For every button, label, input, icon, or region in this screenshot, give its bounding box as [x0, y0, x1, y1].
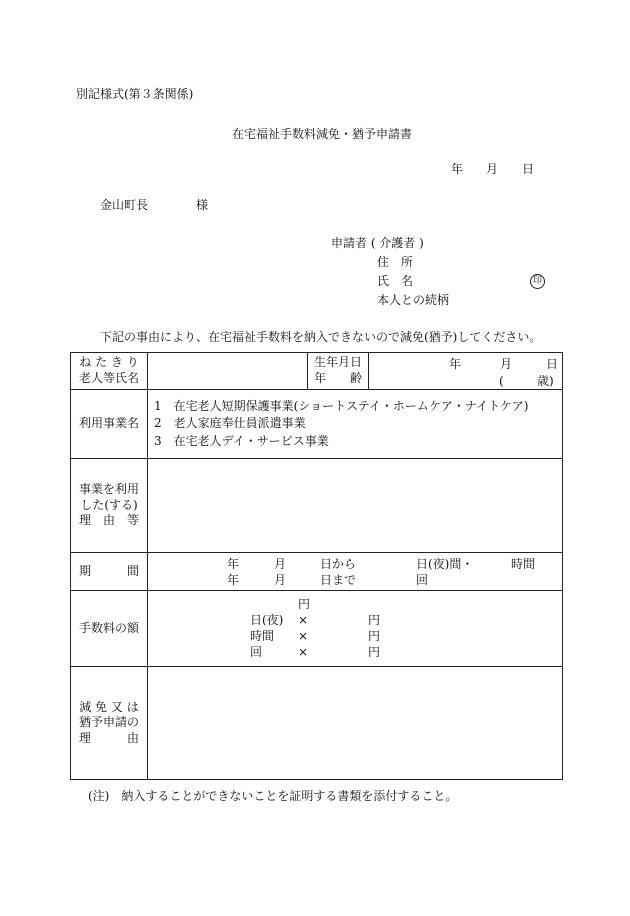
request-statement: 下記の事由により、在宅福祉手数料を納入できないので減免(猶予)してください。 [100, 330, 542, 344]
dob-month: 月 [500, 357, 513, 371]
period-to-day: 日まで [320, 573, 357, 587]
period-label: 期 間 [71, 553, 148, 591]
fee-field[interactable] [148, 591, 563, 667]
application-table [70, 352, 563, 780]
dob-year: 年 [449, 357, 462, 371]
age-close: 歳) [537, 374, 554, 388]
period-from-year: 年 [227, 557, 240, 571]
honorific: 様 [196, 198, 209, 212]
fee-yen-hours: 円 [368, 629, 381, 643]
fee-times-days: × [298, 613, 309, 627]
period-days: 日(夜)間・ [416, 557, 474, 571]
elder-name-field[interactable] [148, 353, 308, 390]
row-fee [71, 591, 563, 667]
dob-age-field[interactable] [369, 353, 563, 390]
period-field[interactable] [148, 553, 563, 591]
dob-age-label: 生年月日 年 齢 [308, 353, 369, 390]
fee-unit-hours: 時間 [250, 629, 275, 643]
fee-unit-times: 回 [250, 645, 263, 659]
fee-total-yen: 円 [298, 597, 311, 611]
seal-text: 印 [530, 274, 545, 289]
reason-label: 事業を利用 した(する) 理 由 等 [71, 459, 148, 553]
age-open: ( [499, 374, 504, 388]
period-to-month: 月 [274, 573, 287, 587]
date-month: 月 [486, 162, 499, 176]
form-reference: 別記様式(第３条関係) [76, 87, 194, 101]
footnote: (注) 納入することができないことを証明する書類を添付すること。 [88, 789, 458, 803]
row-reason [71, 459, 563, 553]
relation-label: 本人との続柄 [377, 293, 450, 307]
services-label: 利用事業名 [71, 390, 148, 459]
row-elder [71, 353, 563, 390]
date-year: 年 [451, 162, 464, 176]
seal-mark [530, 273, 545, 289]
form-title: 在宅福祉手数料減免・猶予申請書 [232, 127, 413, 141]
fee-unit-days: 日(夜) [250, 613, 284, 627]
row-services [71, 390, 563, 459]
service-item[interactable]: 1 在宅老人短期保護事業(ショートステイ・ホームケア・ナイトケア) [154, 398, 529, 413]
reason-field[interactable] [148, 459, 563, 553]
period-to-year: 年 [227, 573, 240, 587]
period-hours: 時間 [511, 557, 536, 571]
date-day: 日 [522, 162, 535, 176]
period-from-day: 日から [320, 557, 357, 571]
row-exemption [71, 667, 563, 780]
dob-day: 日 [546, 357, 559, 371]
fee-label: 手数料の額 [71, 591, 148, 667]
elder-name-label: ね た き り 老人等氏名 [71, 353, 148, 390]
period-times: 回 [416, 573, 429, 587]
fee-times-times: × [298, 645, 309, 659]
fee-times-hours: × [298, 629, 309, 643]
services-list [148, 390, 563, 459]
addressee: 金山町長 [100, 198, 149, 212]
service-item[interactable]: 3 在宅老人デイ・サービス事業 [154, 433, 329, 448]
exemption-field[interactable] [148, 667, 563, 780]
service-item[interactable]: 2 老人家庭奉仕員派遣事業 [154, 416, 306, 431]
address-label: 住 所 [377, 255, 414, 269]
name-label: 氏 名 [377, 274, 414, 288]
row-period [71, 553, 563, 591]
applicant-heading: 申請者 ( 介護者 ) [331, 236, 424, 250]
fee-yen-times: 円 [368, 645, 381, 659]
fee-yen-days: 円 [368, 613, 381, 627]
period-from-month: 月 [274, 557, 287, 571]
exemption-label: 減 免 又 は 猶予申請の 理 由 [71, 667, 148, 780]
